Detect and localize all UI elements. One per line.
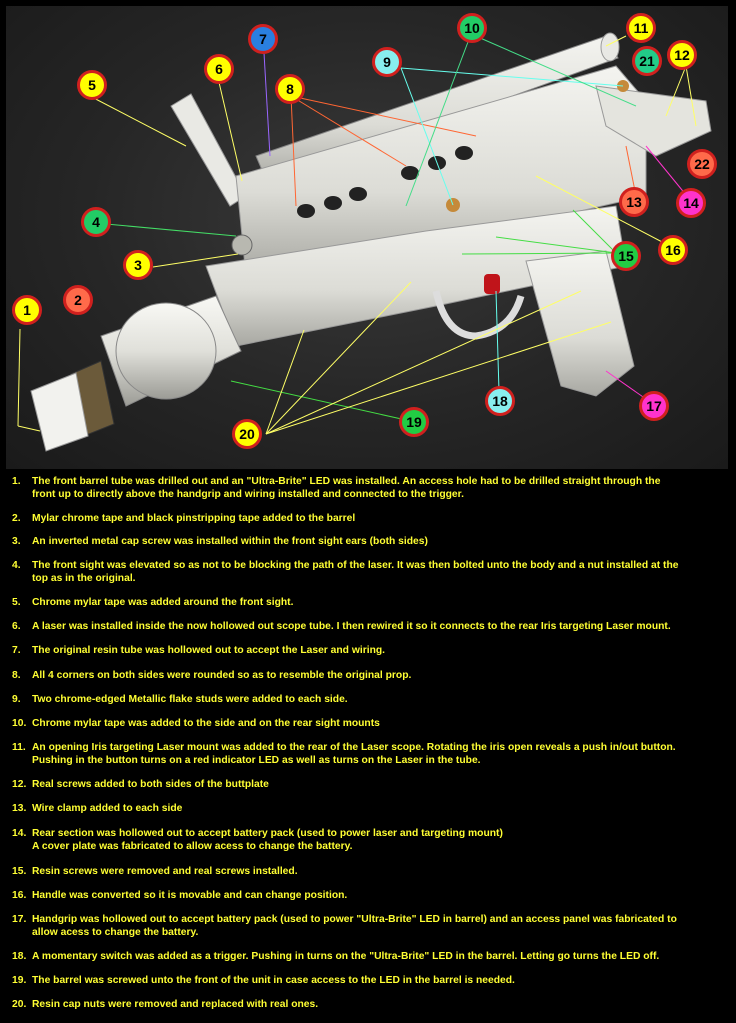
callout-2: 2 — [63, 285, 93, 315]
callout-7: 7 — [248, 24, 278, 54]
note-8: 8. All 4 corners on both sides were rounded so as to resemble the original prop. — [12, 670, 412, 681]
note-2: 2. Mylar chrome tape and black pinstripping tape added to the barrel — [12, 513, 356, 524]
callout-20: 20 — [232, 419, 262, 449]
callout-16: 16 — [658, 235, 688, 265]
note-19: 19. The barrel was screwed unto the front of the unit in case access to the LED in the barrel is needed. — [12, 975, 515, 986]
note-15: 15. Resin screws were removed and real screws installed. — [12, 866, 298, 877]
handgrip — [526, 251, 634, 396]
callout-18: 18 — [485, 386, 515, 416]
note-9: 9. Two chrome-edged Metallic flake studs were added to each side. — [12, 694, 348, 705]
note-5: 5. Chrome mylar tape was added around the front sight. — [12, 597, 294, 608]
callout-1: 1 — [12, 295, 42, 325]
note-6: 6. A laser was installed inside the now hollowed out scope tube. I then rewired it so it connects to the rear Iris targeting Laser mount. — [12, 621, 671, 632]
callout-14: 14 — [676, 188, 706, 218]
callout-12: 12 — [667, 40, 697, 70]
note-11: 11. An opening Iris targeting Laser mount was added to the rear of the Laser scope. Rotating the iris open reveals a push in/out button. Pushing in the button turns on a red indicator LED as well as turns on the Laser in the tube. — [12, 742, 676, 766]
callout-19: 19 — [399, 407, 429, 437]
blaster-illustration — [6, 6, 728, 469]
callout-17: 17 — [639, 391, 669, 421]
cap-screw — [232, 235, 252, 255]
callout-21: 21 — [632, 46, 662, 76]
note-18: 18. A momentary switch was added as a trigger. Pushing in turns on the "Ultra-Brite" LED in the barrel. Letting go turns the LED off. — [12, 951, 660, 962]
callout-15: 15 — [611, 241, 641, 271]
callout-4: 4 — [81, 207, 111, 237]
callout-5: 5 — [77, 70, 107, 100]
note-7: 7. The original resin tube was hollowed out to accept the Laser and wiring. — [12, 645, 386, 656]
note-17: 17. Handgrip was hollowed out to accept battery pack (used to power "Ultra-Brite" LED in barrel) and an access panel was fabricated to allow acess to change the battery. — [12, 914, 677, 938]
callout-3: 3 — [123, 250, 153, 280]
note-12: 12. Real screws added to both sides of the buttplate — [12, 779, 269, 790]
callout-8: 8 — [275, 74, 305, 104]
prop-photo — [6, 6, 728, 469]
callout-11: 11 — [626, 13, 656, 43]
note-1: 1. The front barrel tube was drilled out and an "Ultra-Brite" LED was installed. An access hole had to be drilled straight through the front up to directly above the handgrip and wiring installed and connected to the trigger. — [12, 476, 661, 500]
callout-13: 13 — [619, 187, 649, 217]
note-20: 20. Resin cap nuts were removed and replaced with real ones. — [12, 999, 319, 1010]
red-trigger — [484, 274, 500, 294]
note-16: 16. Handle was converted so it is movable and can change position. — [12, 890, 348, 901]
callout-6: 6 — [204, 54, 234, 84]
note-10: 10. Chrome mylar tape was added to the side and on the rear sight mounts — [12, 718, 380, 729]
note-14: 14. Rear section was hollowed out to accept battery pack (used to power laser and targeting mount) A cover plate was fabricated to allow acess to change the battery. — [12, 828, 503, 852]
callout-22: 22 — [687, 149, 717, 179]
note-3: 3. An inverted metal cap screw was installed within the front sight ears (both sides) — [12, 536, 428, 547]
note-4: 4. The front sight was elevated so as not to be blocking the path of the laser. It was then bolted unto the body and a nut installed at the top as in the original. — [12, 560, 679, 584]
note-13: 13. Wire clamp added to each side — [12, 803, 183, 814]
callout-10: 10 — [457, 13, 487, 43]
callout-9: 9 — [372, 47, 402, 77]
